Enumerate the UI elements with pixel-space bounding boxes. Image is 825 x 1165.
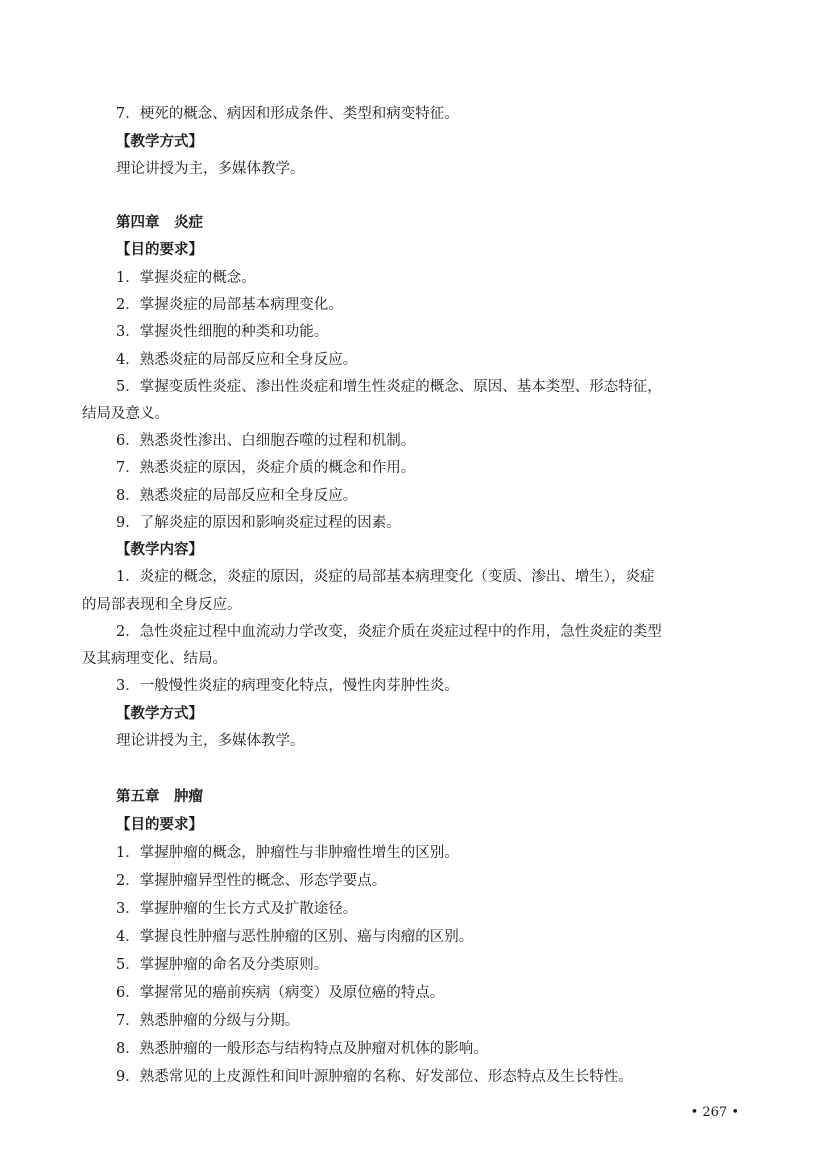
section-heading: 【目的要求】 xyxy=(116,241,203,258)
text-line: 及其病理变化、结局。 xyxy=(82,651,227,667)
text-line: 7．梗死的概念、病因和形成条件、类型和病变特征。 xyxy=(116,106,459,122)
text-line: 5．掌握变质性炎症、渗出性炎症和增生性炎症的概念、原因、基本类型、形态特征， xyxy=(116,379,662,395)
page-number: • 267 • xyxy=(690,1105,739,1120)
text-line: 6．熟悉炎性渗出、白细胞吞噬的过程和机制。 xyxy=(116,433,416,449)
section-heading: 【目的要求】 xyxy=(116,816,203,833)
text-line: 8．熟悉炎症的局部反应和全身反应。 xyxy=(116,488,358,504)
text-line: 的局部表现和全身反应。 xyxy=(82,597,242,613)
text-line: 结局及意义。 xyxy=(82,406,169,422)
text-line: 理论讲授为主，多媒体教学。 xyxy=(116,161,305,177)
text-line: 1．掌握肿瘤的概念，肿瘤性与非肿瘤性增生的区别。 xyxy=(116,845,459,861)
text-line: 8．熟悉肿瘤的一般形态与结构特点及肿瘤对机体的影响。 xyxy=(116,1041,488,1057)
text-line: 2．掌握肿瘤异型性的概念、形态学要点。 xyxy=(116,873,387,889)
section-heading: 【教学方式】 xyxy=(116,133,203,150)
text-line: 7．熟悉炎症的原因，炎症介质的概念和作用。 xyxy=(116,460,416,476)
section-heading: 【教学内容】 xyxy=(116,541,203,558)
text-line: 4．掌握良性肿瘤与恶性肿瘤的区别、癌与肉瘤的区别。 xyxy=(116,929,474,945)
text-line: 7．熟悉肿瘤的分级与分期。 xyxy=(116,1013,300,1029)
text-line: 6．掌握常见的癌前疾病（病变）及原位癌的特点。 xyxy=(116,985,445,1001)
text-line: 3．掌握炎性细胞的种类和功能。 xyxy=(116,324,329,340)
section-heading: 【教学方式】 xyxy=(116,705,203,722)
chapter-title: 第四章 炎症 xyxy=(116,214,203,231)
chapter-title: 第五章 肿瘤 xyxy=(116,788,203,805)
text-line: 9．了解炎症的原因和影响炎症过程的因素。 xyxy=(116,515,401,531)
text-line: 9．熟悉常见的上皮源性和间叶源肿瘤的名称、好发部位、形态特点及生长特性。 xyxy=(116,1069,633,1085)
text-line: 1．炎症的概念，炎症的原因，炎症的局部基本病理变化（变质、渗出、增生），炎症 xyxy=(116,569,655,585)
text-line: 5．掌握肿瘤的命名及分类原则。 xyxy=(116,957,329,973)
text-line: 1．掌握炎症的概念。 xyxy=(116,270,256,286)
text-line: 3．掌握肿瘤的生长方式及扩散途径。 xyxy=(116,901,358,917)
text-line: 2．掌握炎症的局部基本病理变化。 xyxy=(116,297,343,313)
text-line: 4．熟悉炎症的局部反应和全身反应。 xyxy=(116,352,358,368)
text-line: 理论讲授为主，多媒体教学。 xyxy=(116,733,305,749)
text-line: 2．急性炎症过程中血流动力学改变，炎症介质在炎症过程中的作用，急性炎症的类型 xyxy=(116,624,662,640)
text-line: 3．一般慢性炎症的病理变化特点，慢性肉芽肿性炎。 xyxy=(116,678,459,694)
